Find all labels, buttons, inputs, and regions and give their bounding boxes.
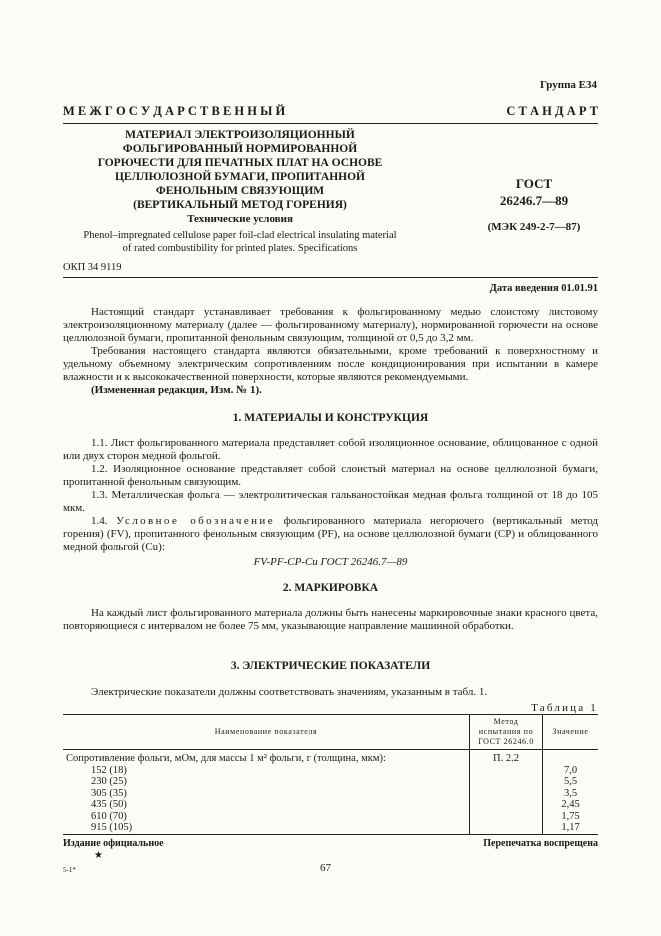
section-heading: 3. ЭЛЕКТРИЧЕСКИЕ ПОКАЗАТЕЛИ (230, 660, 431, 672)
clause-paragraph: 1.3. Металлическая фольга — электролитическая гальваностойкая медная фольга толщиной от 18 до 105 мкм. (63, 489, 598, 514)
cell-name: 915 (105) (63, 822, 470, 834)
english-title-line: of rated combustibility for printed plates. Specifications (122, 243, 358, 254)
star-mark: ★ (94, 850, 103, 861)
document-title (66, 128, 414, 212)
title-line: ФОЛЬГИРОВАННЫЙ НОРМИРОВАННОЙ (122, 143, 358, 155)
date-label: Дата введения (489, 283, 559, 294)
standard-word-interstate: М Е Ж Г О С У Д А Р С Т В Е Н Н Ы Й (63, 104, 286, 118)
print-mark: 5-1* (63, 866, 76, 874)
cell-method: П. 2.2 (470, 750, 543, 765)
iec-reference: (МЭК 249-2-7—87) (487, 221, 581, 233)
table-caption: Таблица 1 (531, 702, 598, 714)
clause-paragraph (63, 515, 598, 554)
official-edition: Издание официальное (63, 838, 164, 849)
title-line: ЦЕЛЛЮЛОЗНОЙ БУМАГИ, ПРОПИТАННОЙ (114, 171, 365, 183)
english-title-line: Phenol–impregnated cellulose paper foil-clad electrical insulating material (83, 230, 397, 241)
cell-value: 2,45 (543, 799, 599, 811)
okp-rule (63, 277, 598, 278)
gost-designation (470, 175, 598, 209)
section-heading: 2. МАРКИРОВКА (282, 582, 379, 594)
effective-date (490, 283, 598, 294)
table-row (63, 822, 598, 834)
okp-code: ОКП 34 9119 (63, 262, 122, 273)
clause-paragraph: На каждый лист фольгированного материала должны быть нанесены маркировочные знаки красного цвета, повторяющиеся с интервалом не более 75 мм, указывающие направление машинной обработки. (63, 607, 598, 632)
section-1-body (63, 437, 598, 554)
cell-method (470, 765, 543, 777)
header-value: Значение (543, 715, 599, 750)
title-line: ФЕНОЛЬНЫМ СВЯЗУЮЩИМ (155, 185, 325, 197)
clause-paragraph: 1.2. Изоляционное основание представляет собой слоистый материал на основе целлюлозной бумаги, пропитанной фенольным связующим. (63, 463, 598, 488)
header-name: Наименование показателя (63, 715, 470, 750)
title-line: (ВЕРТИКАЛЬНЫЙ МЕТОД ГОРЕНИЯ) (133, 199, 347, 211)
cell-name: 230 (25) (91, 776, 127, 787)
gost-number: 26246.7—89 (499, 193, 569, 208)
reprint-notice: Перепечатка воспрещена (483, 838, 598, 849)
cell-name: 610 (70) (91, 810, 127, 822)
standard-word-standard: С Т А Н Д А Р Т (506, 104, 598, 118)
section-2-body (63, 607, 598, 633)
intro-section (63, 306, 598, 397)
clause-paragraph: Электрические показатели должны соответствовать значениям, указанным в табл. 1. (91, 686, 488, 698)
intro-paragraph: Настоящий стандарт устанавливает требования к фольгированному медью слоистому листовому электроизоляционному материалу (далее — фольгированному материалу), нормированной горючести на основе целлюлозной бумаги, пропитанной фенольным связующим, толщиной от 0,5 до 3,2 мм. (63, 306, 598, 344)
standard-banner (63, 104, 598, 119)
cell-value: 7,0 (543, 765, 599, 777)
cell-value: 3,5 (543, 788, 599, 800)
table-row (63, 811, 598, 823)
cell-value: 5,5 (543, 776, 599, 788)
cell-name: 435 (50) (91, 799, 127, 810)
header-rule (63, 123, 598, 124)
cell-name: 152 (18) (91, 764, 127, 776)
table-row (63, 765, 598, 777)
cell-method (470, 822, 543, 834)
gost-label: ГОСТ (515, 176, 553, 191)
amendment-note: (Измененная редакция, Изм. № 1). (91, 384, 262, 396)
table-header-row (63, 715, 598, 750)
cell-value: 1,17 (543, 822, 599, 834)
cell-method (470, 811, 543, 823)
group-code: Группа Е34 (539, 79, 597, 91)
electrical-table (63, 714, 598, 835)
cell-value (543, 750, 599, 765)
date-value: 01.01.91 (561, 283, 598, 294)
cell-method (470, 788, 543, 800)
clause-paragraph: 1.1. Лист фольгированного материала представляет собой изоляционное основание, облицованное с одной или двух сторон медной фольгой. (63, 437, 598, 462)
cell-method (470, 799, 543, 811)
intro-paragraph: Требования настоящего стандарта являются обязательными, кроме требований к поверхностному и удельному объемному электрическим сопротивлениям после кондиционирования при испытании в камере влажности и к высококачественной поверхности, которые являются рекомендуемыми. (63, 345, 598, 383)
table-row (63, 788, 598, 800)
title-line: МАТЕРИАЛ ЭЛЕКТРОИЗОЛЯЦИОННЫЙ (125, 129, 355, 141)
cell-name: 305 (35) (91, 787, 127, 799)
table-row (63, 776, 598, 788)
cell-value: 1,75 (543, 811, 599, 823)
header-method: Метод испытания по ГОСТ 26246.0 (470, 715, 543, 750)
clause-text: фольгированного материала негорючего (вертикальный метод горения) (FV), пропитанного фенольным связующим (PF), на основе целлюлозной бумаги (CP) и облицованного медной фольгой (Cu): (63, 515, 599, 553)
clause-number: 1.4. (91, 515, 108, 527)
table-row (63, 799, 598, 811)
document-subtitle: Технические условия (187, 213, 293, 225)
designation-formula: FV-PF-CP-Cu ГОСТ 26246.7—89 (253, 556, 408, 568)
clause-term: Условное обозначение (116, 515, 275, 527)
english-title (66, 229, 414, 255)
title-line: ГОРЮЧЕСТИ ДЛЯ ПЕЧАТНЫХ ПЛАТ НА ОСНОВЕ (97, 157, 383, 169)
table-row (63, 750, 598, 765)
section-3-body (63, 686, 598, 699)
section-heading: 1. МАТЕРИАЛЫ И КОНСТРУКЦИЯ (232, 412, 429, 424)
page-number: 67 (320, 862, 331, 874)
cell-name: Сопротивление фольги, мОм, для массы 1 м² фольги, г (толщина, мкм): (66, 753, 386, 764)
cell-method (470, 776, 543, 788)
